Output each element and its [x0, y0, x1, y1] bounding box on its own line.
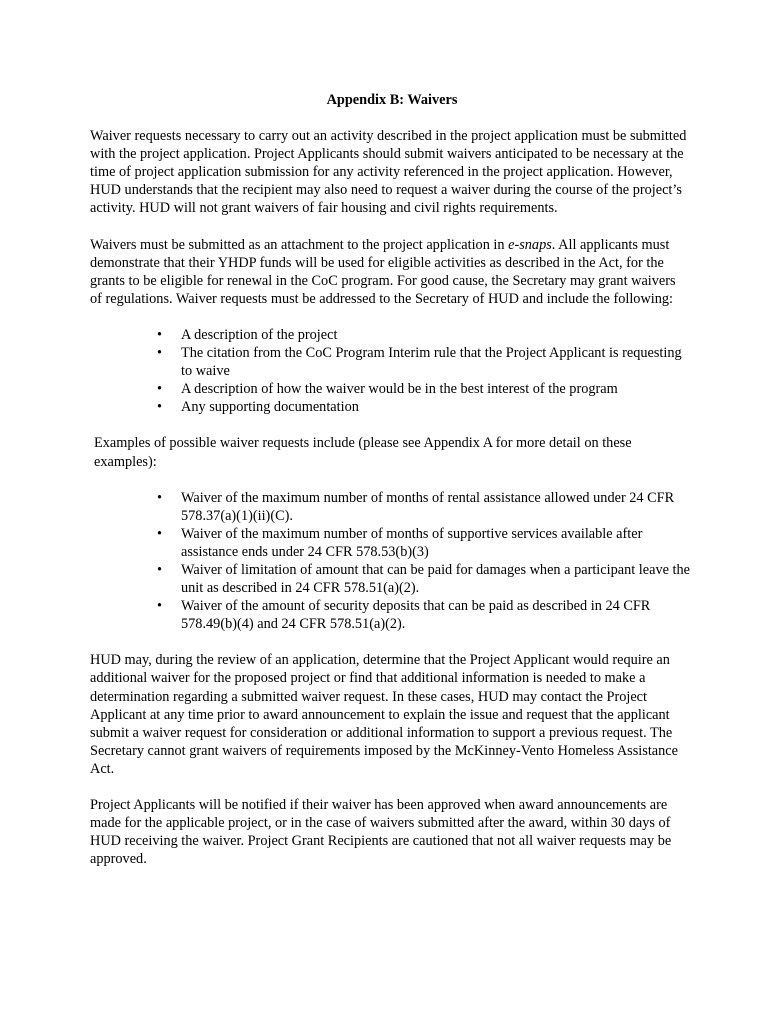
- paragraph-review: HUD may, during the review of an application, determine that the Project Applicant would require an additional waiver for the proposed project or find that additional information is needed to make a determination regarding a submitted waiver request. In these cases, HUD may contact the Project Applicant at any time prior to award announcement to explain the issue and request that the applicant submit a waiver request for consideration or additional information to support a previous request. The Secretary cannot grant waivers of requirements imposed by the McKinney-Vento Homeless Assistance Act.: [90, 652, 678, 777]
- paragraph-submission-text-a: Waivers must be submitted as an attachment to the project application in: [90, 236, 509, 253]
- list-item-text: Waiver of the maximum number of months of supportive services available after assistance ends under 24 CFR 578.53(b)(3): [181, 525, 643, 560]
- list-item: [157, 326, 690, 344]
- list-item: [157, 561, 690, 597]
- document-page: [90, 91, 690, 886]
- bullet-icon: •: [157, 525, 163, 542]
- examples-list: [90, 489, 690, 634]
- list-item: [157, 525, 690, 561]
- bullet-icon: •: [157, 381, 163, 398]
- list-item-text: Any supporting documentation: [181, 399, 359, 416]
- requirements-list: [90, 326, 690, 416]
- paragraph-submission-text-b: . All applicants must demonstrate that their YHDP funds will be used for eligible activities as described in the Act, for the grants to be eligible for renewal in the CoC program. For good cause, the Secretary may grant waivers of regulations. Waiver requests must be addressed to the Secretary of HUD and include the following:: [90, 236, 676, 307]
- list-item-text: The citation from the CoC Program Interim rule that the Project Applicant is requesting to waive: [181, 345, 682, 380]
- paragraph-notification: Project Applicants will be notified if their waiver has been approved when award announcements are made for the applicable project, or in the case of waivers submitted after the award, within 30 days of HUD receiving the waiver. Project Grant Recipients are cautioned that not all waiver requests may be approved.: [90, 797, 672, 868]
- list-item-text: A description of how the waiver would be in the best interest of the program: [181, 381, 618, 398]
- list-item-text: Waiver of limitation of amount that can be paid for damages when a participant leave the unit as described in 24 CFR 578.51(a)(2).: [181, 561, 690, 597]
- paragraph-examples: Examples of possible waiver requests include (please see Appendix A for more detail on these examples):: [94, 435, 632, 470]
- list-item: [157, 597, 690, 633]
- list-item: [157, 344, 690, 380]
- list-item: [157, 489, 690, 525]
- bullet-icon: •: [157, 326, 163, 343]
- paragraph-intro: Waiver requests necessary to carry out an activity described in the project application must be submitted with the project application. Project Applicants should submit waivers anticipated to be necessary at the time of project application submission for any activity referenced in the project application. However, HUD understands that the recipient may also need to request a waiver during the course of the project’s activity. HUD will not grant waivers of fair housing and civil rights requirements.: [90, 128, 687, 217]
- bullet-icon: •: [157, 489, 163, 506]
- list-item: [157, 380, 690, 398]
- bullet-icon: •: [157, 399, 163, 416]
- list-item-text: A description of the project: [181, 326, 338, 343]
- bullet-icon: •: [157, 561, 163, 578]
- esnaps-emphasis: e-snaps: [508, 236, 552, 253]
- bullet-icon: •: [157, 598, 163, 615]
- list-item-text: Waiver of the amount of security deposits that can be paid as described in 24 CFR 578.49(b)(4) and 24 CFR 578.51(a)(2).: [181, 598, 651, 633]
- list-item: [157, 398, 690, 416]
- paragraph-submission: [90, 236, 690, 308]
- bullet-icon: •: [157, 345, 163, 362]
- list-item-text: Waiver of the maximum number of months of rental assistance allowed under 24 CFR 578.37(a)(1)(ii)(C).: [181, 489, 675, 524]
- page-title: Appendix B: Waivers: [326, 92, 458, 108]
